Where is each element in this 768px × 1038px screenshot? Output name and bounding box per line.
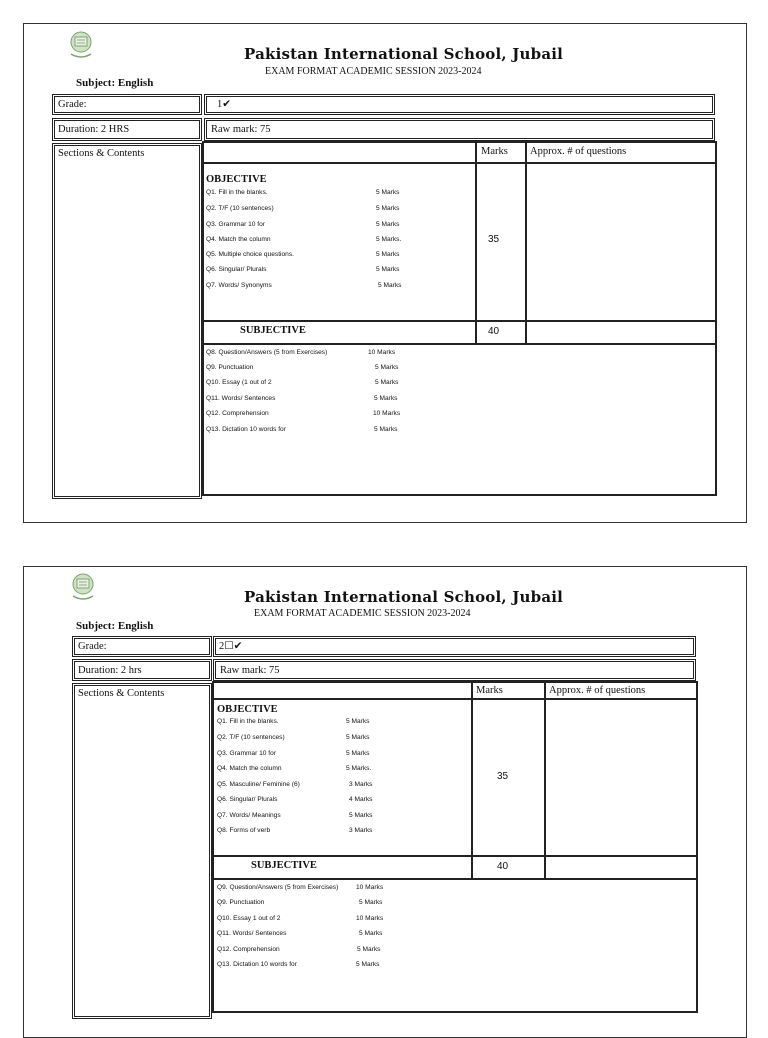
list-item: Q4. Match the column [217,765,282,772]
marks-header: Marks [481,146,508,157]
subjective-marks: 40 [488,326,500,337]
list-item: Q6. Singular/ Plurals [217,796,278,803]
subjective-title: SUBJECTIVE [251,860,317,871]
table-header-divider [212,698,698,700]
exam-format-page-2 [23,566,747,1038]
grade-value: 1✔ [217,99,232,110]
table-right-border [696,681,698,1013]
list-item: Q13. Dictation 10 words for [217,961,297,968]
objective-bottom-border [202,320,717,322]
list-item-marks: 5 Marks [374,426,398,433]
objective-marks: 35 [488,234,500,245]
table-bottom-border [212,1011,698,1013]
school-name: Pakistan International School, Jubail [244,588,564,606]
raw-mark-cell [204,118,715,141]
list-item-marks: 5 Marks [376,221,400,228]
subjective-title: SUBJECTIVE [240,325,306,336]
school-name: Pakistan International School, Jubail [244,45,564,63]
list-item-marks: 5 Marks [375,364,399,371]
sections-contents-cell [52,143,202,499]
list-item-marks: 5 Marks. [346,765,372,772]
table-right-border [715,141,717,496]
list-item: Q5. Multiple choice questions. [206,251,294,258]
list-item: Q11. Words/ Sentences [217,930,287,937]
marks-col-right [525,141,527,345]
objective-title: OBJECTIVE [217,704,278,715]
list-item-marks: 10 Marks [356,884,384,891]
list-item: Q8. Forms of verb [217,827,271,834]
list-item: Q2. T/F (10 sentences) [217,734,285,741]
exam-format-page-1 [23,23,747,523]
list-item: Q4. Match the column [206,236,271,243]
list-item-marks: 5 Marks [375,379,399,386]
table-top-border [202,141,717,143]
list-item-marks: 3 Marks [349,781,373,788]
marks-col-left [475,141,477,345]
list-item-marks: 5 Marks [357,946,381,953]
list-item: Q11. Words/ Sentences [206,395,276,402]
grade-label: Grade: [78,641,107,652]
list-item-marks: 5 Marks [346,750,370,757]
grade-label-cell [52,94,202,115]
list-item: Q9. Punctuation [206,364,254,371]
subjective-header-bottom [212,878,698,880]
table-bottom-border [202,494,717,496]
list-item: Q10. Essay (1 out of 2 [206,379,272,386]
list-item-marks: 10 Marks [373,410,401,417]
school-logo-icon [68,30,94,60]
list-item: Q13. Dictation 10 words for [206,426,286,433]
table-top-border [212,681,698,683]
list-item: Q1. Fill in the blanks. [206,189,268,196]
list-item-marks: 5 Marks [349,812,373,819]
approx-questions-header: Approx. # of questions [530,146,627,157]
list-item-marks: 5 Marks [359,930,383,937]
list-item: Q7. Words/ Meanings [217,812,281,819]
duration-cell [52,118,202,141]
list-item: Q9. Question/Answers (5 from Exercises) [217,884,339,891]
list-item-marks: 5 Marks [356,961,380,968]
list-item-marks: 10 Marks [356,915,384,922]
grade-value: 2☐✔ [219,641,243,652]
duration-label: Duration: 2 HRS [58,124,130,135]
subject-label: Subject: English [76,620,154,632]
list-item-marks: 5 Marks [346,718,370,725]
grade-value-cell [204,94,715,115]
subject-label: Subject: English [76,77,154,89]
list-item: Q5. Masculine/ Feminine (6) [217,781,300,788]
list-item-marks: 5 Marks [374,395,398,402]
raw-mark: Raw mark: 75 [220,665,280,676]
objective-bottom-border [212,855,698,857]
list-item: Q12. Comprehension [206,410,269,417]
list-item-marks: 5 Marks [346,734,370,741]
list-item-marks: 5 Marks [376,189,400,196]
list-item: Q1. Fill in the blanks. [217,718,279,725]
sections-contents-cell [72,683,212,1019]
list-item: Q3. Grammar 10 for [206,221,265,228]
subjective-marks: 40 [497,861,509,872]
grade-label-cell [72,636,212,657]
sections-contents-label: Sections & Contents [58,148,145,159]
exam-subtitle: EXAM FORMAT ACADEMIC SESSION 2023-2024 [254,608,471,619]
marks-col-right [544,681,546,880]
table-left-border [202,141,204,496]
list-item-marks: 5 Marks [376,266,400,273]
objective-title: OBJECTIVE [206,174,267,185]
list-item-marks: 5 Marks [359,899,383,906]
subjective-header-bottom [202,343,717,345]
list-item: Q2. T/F (10 sentences) [206,205,274,212]
marks-header: Marks [476,685,503,696]
list-item-marks: 10 Marks [368,349,396,356]
list-item-marks: 5 Marks [376,251,400,258]
table-header-divider [202,162,717,164]
list-item: Q10. Essay 1 out of 2 [217,915,281,922]
sections-contents-label: Sections & Contents [78,688,165,699]
approx-questions-header: Approx. # of questions [549,685,646,696]
list-item: Q8. Question/Answers (5 from Exercises) [206,349,328,356]
duration-label: Duration: 2 hrs [78,665,142,676]
list-item: Q9. Punctuation [217,899,265,906]
list-item-marks: 5 Marks [376,205,400,212]
list-item: Q12. Comprehension [217,946,280,953]
list-item: Q6. Singular/ Plurals [206,266,267,273]
list-item-marks: 5 Marks. [376,236,402,243]
marks-col-left [471,681,473,880]
school-logo-icon [70,572,96,602]
grade-label: Grade: [58,99,87,110]
raw-mark-cell [213,659,696,681]
raw-mark: Raw mark: 75 [211,124,271,135]
grade-value-cell [213,636,696,657]
list-item-marks: 3 Marks [349,827,373,834]
exam-subtitle: EXAM FORMAT ACADEMIC SESSION 2023-2024 [265,66,482,77]
list-item-marks: 5 Marks [378,282,402,289]
list-item: Q3. Grammar 10 for [217,750,276,757]
list-item: Q7. Words/ Synonyms [206,282,272,289]
list-item-marks: 4 Marks [349,796,373,803]
objective-marks: 35 [497,771,509,782]
table-left-border [212,681,214,1013]
duration-cell [72,659,212,681]
